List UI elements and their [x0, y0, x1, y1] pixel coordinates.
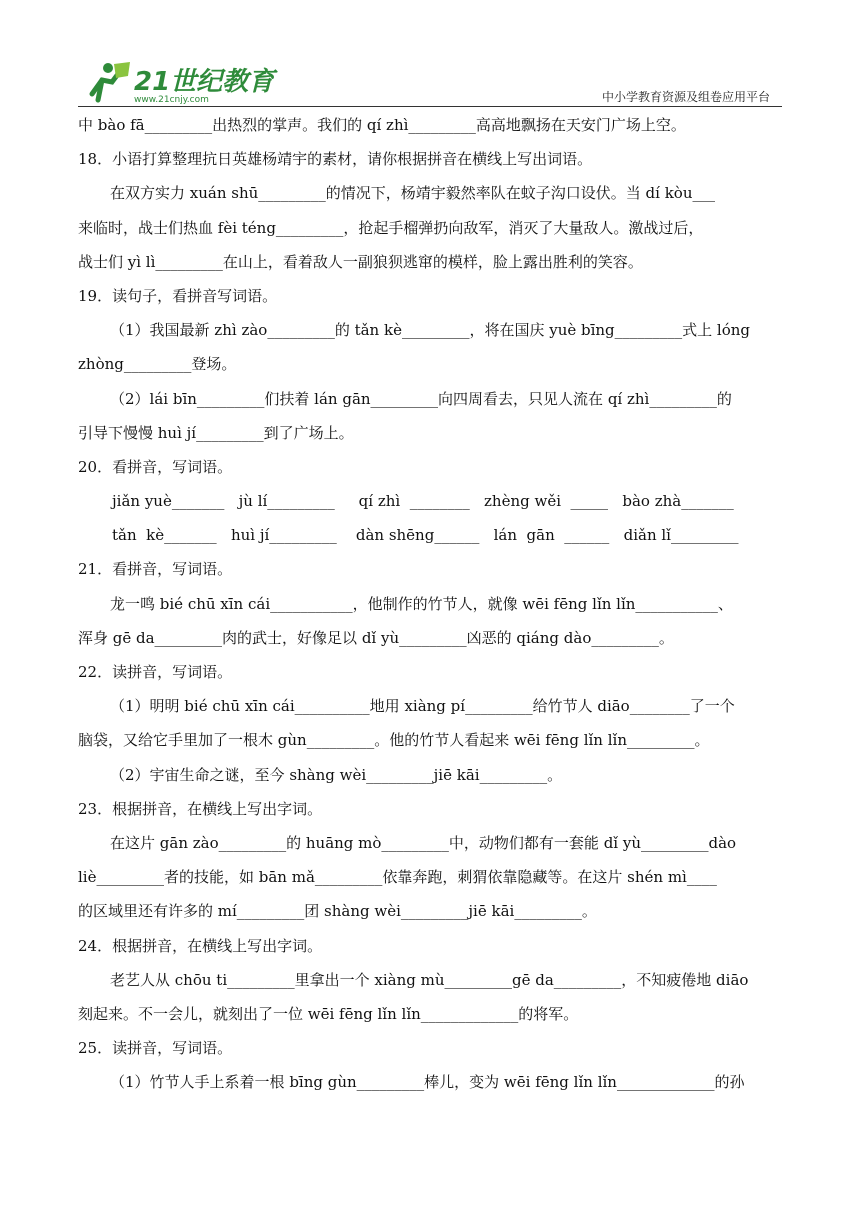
logo-text: 21世纪教育: [134, 67, 275, 97]
text-line: zhòng_________登场。: [78, 355, 237, 374]
question-22-title: 22．读拼音，写词语。: [78, 663, 233, 681]
logo-url: www.21cnjy.com: [134, 95, 209, 105]
text-line: 在双方实力 xuán shū_________的情况下，杨靖宇毅然率队在蚊子沟口设伏。当 dí kòu___: [110, 184, 715, 203]
text-line: （1）竹节人手上系着一根 bīng gùn_________棒儿，变为 wēi fēng lǐn lǐn_____________的孙: [110, 1073, 745, 1092]
page-header: [78, 58, 782, 108]
word-list-row: tǎn kè_______ huì jí_________ dàn shēng______ lán gān ______ diǎn lǐ_________: [112, 526, 739, 545]
platform-name: 中小学教育资源及组卷应用平台: [601, 90, 770, 104]
question-20-title: 20．看拼音，写词语。: [78, 457, 233, 476]
question-25-title: 25．读拼音，写词语。: [78, 1039, 233, 1058]
header-divider: [78, 106, 782, 107]
text-line: （1）我国最新 zhì zào_________的 tǎn kè_________，将在国庆 yuè bīng_________式上 lóng: [110, 321, 751, 340]
text-line: 来临时，战士们热血 fèi téng_________，抢起手榴弹扔向敌军，消灭了大量敌人。激战过后，: [78, 218, 704, 237]
logo: [78, 60, 275, 105]
text-line: 战士们 yì lì_________在山上，看着敌人一副狼狈逃窜的模样，脸上露出胜利的笑容。: [78, 252, 643, 271]
text-line: 脑袋，又给它手里加了一根木 gùn_________。他的竹节人看起来 wēi fēng lǐn lǐn_________。: [78, 731, 710, 750]
question-19-title: 19．读句子，看拼音写词语。: [78, 286, 278, 305]
text-line: 龙一鸣 bié chū xīn cái___________，他制作的竹节人，就像 wēi fēng lǐn lǐn___________、: [110, 594, 733, 613]
text-line: 刻起来。不一会儿，就刻出了一位 wēi fēng lǐn lǐn_____________的将军。: [78, 1004, 579, 1023]
question-21-title: 21．看拼音，写词语。: [78, 560, 233, 579]
text-line: 在这片 gān zào_________的 huāng mò_________中，动物们都有一套能 dǐ yù_________dào: [110, 833, 737, 852]
runner-logo-icon: [78, 60, 275, 105]
question-18-title: 18．小语打算整理抗日英雄杨靖宇的素材，请你根据拼音在横线上写出词语。: [78, 150, 593, 169]
text-line: 引导下慢慢 huì jí_________到了广场上。: [78, 423, 354, 442]
question-23-title: 23．根据拼音，在横线上写出字词。: [78, 799, 323, 818]
word-list-row: jiǎn yuè_______ jù lí_________ qí zhì ________ zhèng wěi _____ bào zhà_______: [112, 492, 734, 511]
text-line: 浑身 gē da_________肉的武士，好像足以 dǐ yù_________凶恶的 qiáng dào_________。: [78, 628, 674, 647]
text-line: liè_________者的技能，如 bān mǎ_________依靠奔跑，刺猬依靠隐藏等。在这片 shén mì____: [78, 868, 717, 887]
text-line: （1）明明 bié chū xīn cái__________地用 xiàng pí_________给竹节人 diāo________了一个: [110, 697, 735, 716]
text-line: 老艺人从 chōu ti_________里拿出一个 xiàng mù_________gē da_________，不知疲倦地 diāo: [110, 970, 749, 989]
text-line: （2）宇宙生命之谜，至今 shàng wèi_________jiē kāi_________。: [110, 765, 563, 784]
text-line: 中 bào fā_________出热烈的掌声。我们的 qí zhì_________高高地飘扬在天安门广场上空。: [78, 116, 686, 134]
question-24-title: 24．根据拼音，在横线上写出字词。: [78, 936, 323, 955]
text-line: （2）lái bīn_________们扶着 lán gān_________向四周看去，只见人流在 qí zhì_________的: [110, 389, 732, 408]
text-line: 的区域里还有许多的 mí_________团 shàng wèi_________jiē kāi_________。: [78, 902, 597, 921]
document-body: [78, 108, 782, 1099]
